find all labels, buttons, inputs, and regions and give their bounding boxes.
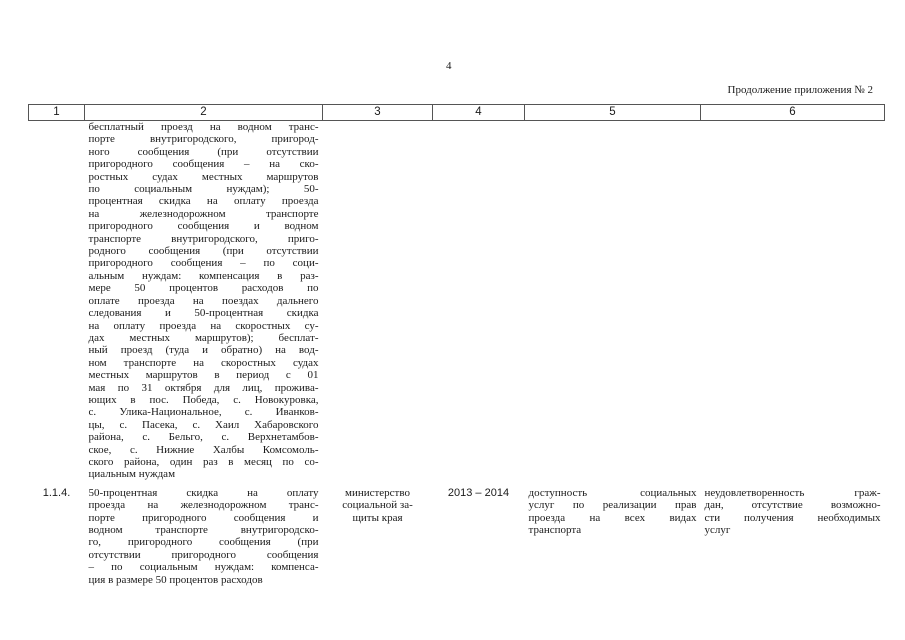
- text-line: отсутствии пригородного сообщения: [88, 548, 319, 561]
- text-line: транспорта: [528, 524, 582, 536]
- text-line: услуг: [704, 524, 731, 536]
- text-line: пригородного сообщения и водном: [88, 220, 319, 233]
- text-line: циальным нуждам: [88, 468, 176, 481]
- text-line: сти получения необходимых: [704, 511, 881, 524]
- text-line: по социальным нуждам); 50-: [88, 183, 319, 196]
- continuation-caption: Продолжение приложения № 2: [727, 84, 873, 96]
- text-line: транспорте внутригородского, приго-: [88, 232, 319, 245]
- text-line: альным нуждам: компенсация в раз-: [88, 269, 319, 282]
- row-number-cell: [29, 121, 85, 481]
- text-line: ный проезд (туда и обратно) на вод-: [88, 344, 319, 357]
- text-line: местных маршрутов в период с 01: [88, 369, 319, 382]
- column-header-6: 6: [701, 105, 885, 121]
- risk-cell: [701, 121, 885, 481]
- risk-cell: [701, 481, 885, 586]
- text-line: бесплатный проезд на водном транс-: [88, 121, 319, 133]
- text-line: ростных судах местных маршрутов: [88, 170, 319, 183]
- text-line: на железнодорожном транспорте: [88, 207, 319, 220]
- column-header-3: 3: [323, 105, 433, 121]
- column-header-1: 1: [29, 105, 85, 121]
- text-line: щиты края: [352, 511, 403, 524]
- text-line: на оплату проезда на скоростных су-: [88, 319, 319, 332]
- text-line: дан, отсутствие возможно-: [704, 499, 881, 512]
- text-line: пригородного сообщения – по соци-: [88, 257, 319, 270]
- text-line: с. Улика-Национальное, с. Иванков-: [88, 406, 319, 419]
- text-line: доступность социальных: [528, 486, 697, 499]
- text-line: дах местных маршрутов); бесплат-: [88, 331, 319, 344]
- executor-cell: [323, 481, 433, 586]
- text-line: порте пригородного сообщения и: [88, 511, 319, 524]
- text-line: района, с. Бельго, с. Верхнетамбов-: [88, 431, 319, 444]
- measure-cell: [85, 481, 323, 586]
- column-header-4: 4: [433, 105, 525, 121]
- header-row: [29, 105, 885, 121]
- result-cell: [525, 121, 701, 481]
- measure-cell: [85, 121, 323, 481]
- text-line: го, пригородного сообщения (при: [88, 536, 319, 549]
- text-line: ющих в пос. Победа, с. Новокуровка,: [88, 393, 319, 406]
- column-header-2: 2: [85, 105, 323, 121]
- text-line: ном транспорте на скоростных судах: [88, 356, 319, 369]
- text-line: процентная скидка на оплату проезда: [88, 195, 319, 208]
- table-row: [29, 481, 885, 586]
- row-number-cell: 1.1.4.: [42, 486, 71, 499]
- page-number: 4: [446, 60, 452, 72]
- text-line: социальной за-: [342, 499, 413, 512]
- text-line: проезда на железнодорожном транс-: [88, 499, 319, 512]
- text-line: министерство: [344, 486, 410, 499]
- text-line: неудовлетворенность граж-: [704, 486, 881, 499]
- table-row: [29, 121, 885, 481]
- period-cell: 2013 – 2014: [447, 486, 510, 499]
- text-line: мере 50 процентов расходов по: [88, 282, 319, 295]
- text-line: 50-процентная скидка на оплату: [88, 486, 319, 499]
- text-line: родного сообщения (при отсутствии: [88, 245, 319, 258]
- result-cell: [525, 481, 701, 586]
- text-line: водном транспорте внутригородско-: [88, 524, 319, 536]
- column-header-5: 5: [525, 105, 701, 121]
- text-line: мая по 31 октября для лиц, прожива-: [88, 381, 319, 394]
- text-line: следования и 50-процентная скидка: [88, 307, 319, 320]
- text-line: ского района, один раз в месяц по со-: [88, 455, 319, 468]
- text-line: ское, с. Нижние Халбы Комсомоль-: [88, 443, 319, 456]
- appendix-table: [28, 104, 885, 586]
- executor-cell: [323, 121, 433, 481]
- period-cell: [433, 121, 525, 481]
- text-line: услуг по реализации прав: [528, 499, 697, 512]
- text-line: ного сообщения (при отсутствии: [88, 145, 319, 158]
- text-line: проезда на всех видах: [528, 511, 697, 524]
- text-line: оплате проезда на поездах дальнего: [88, 294, 319, 307]
- text-line: пригородного сообщения – на ско-: [88, 158, 319, 171]
- text-line: – по социальным нуждам: компенса-: [88, 561, 319, 574]
- text-line: ция в размере 50 процентов расходов: [88, 573, 263, 586]
- text-line: цы, с. Пасека, с. Хаил Хабаровского: [88, 418, 319, 431]
- text-line: порте внутригородского, пригород-: [88, 133, 319, 146]
